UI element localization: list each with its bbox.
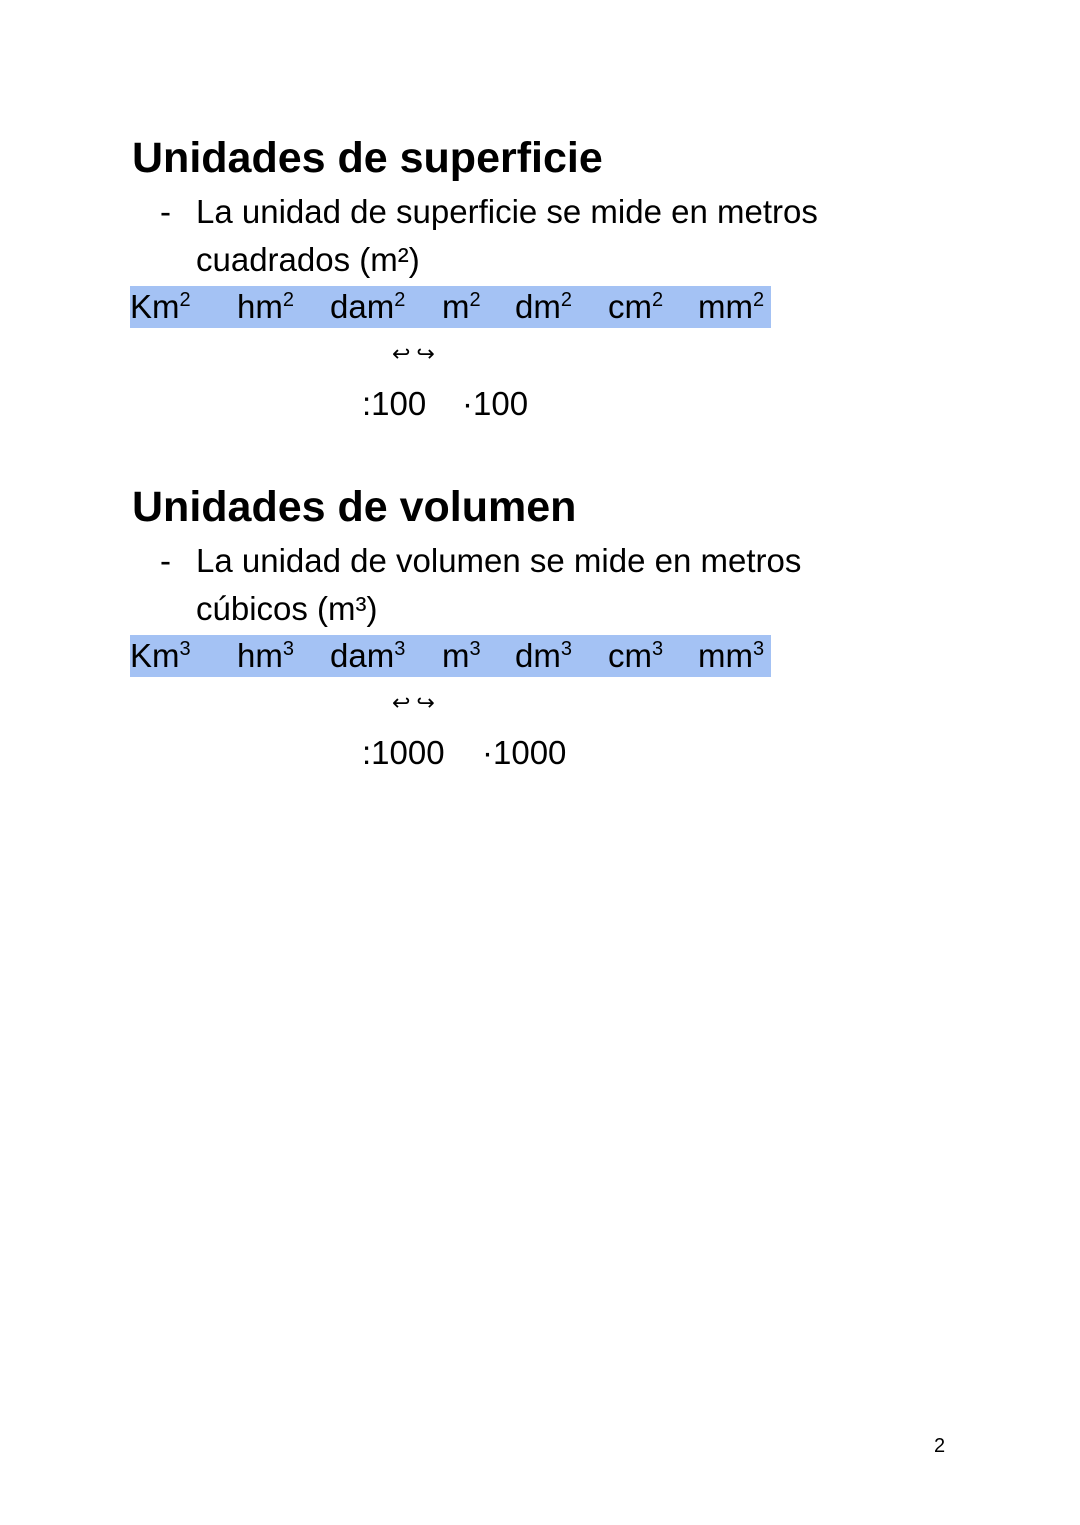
volume-bullet-line-1: La unidad de volumen se mide en metros: [196, 542, 802, 579]
unit-hm2: $hm^2$: [237, 288, 294, 325]
surface-bullet-line-1: La unidad de superficie se mide en metros: [196, 193, 818, 230]
volume-multiply-factor: ·1000: [482, 734, 567, 771]
volume-heading: Unidades de volumen: [132, 483, 577, 531]
volume-bullet-dash: -: [160, 542, 171, 579]
surface-multiply-factor: ·100: [462, 385, 529, 422]
volume-bullet-line-2: cúbicos (m³): [196, 590, 378, 627]
volume-units-row: [130, 635, 771, 677]
surface-bullet-dash: -: [160, 193, 171, 230]
page-number: 2: [934, 1435, 946, 1457]
unit-dm3: $dm^3$: [515, 637, 572, 674]
unit-m2: $m^2$: [442, 288, 481, 325]
surface-heading: Unidades de superficie: [132, 134, 603, 182]
unit-dam2: dam$^2$: [330, 288, 406, 325]
unit-cm2: $cm^2$: [608, 288, 664, 325]
unit-cm3: $cm^3$: [608, 637, 664, 674]
unit-m3: $m^3$: [442, 637, 481, 674]
volume-conversion-arrows-icon: ↩↪: [392, 690, 441, 715]
unit-dam3: dam$^3$: [330, 637, 406, 674]
unit-dm2: $dm^2$: [515, 288, 572, 325]
surface-bullet-text: [196, 188, 916, 284]
volume-bullet-text: [196, 537, 916, 633]
surface-units-row: [130, 286, 771, 328]
surface-bullet-line-2: cuadrados (m²): [196, 241, 420, 278]
surface-divide-factor: :100: [362, 385, 427, 422]
unit-mm3: $mm^3$: [698, 637, 765, 674]
unit-hm3: $hm^3$: [237, 637, 294, 674]
unit-km2: Km$^2$: [130, 288, 191, 325]
unit-km3: Km$^3$: [130, 637, 191, 674]
volume-divide-factor: :1000: [362, 734, 445, 771]
surface-conversion-arrows-icon: ↩↪: [392, 341, 441, 366]
unit-mm2: $mm^2$: [698, 288, 765, 325]
